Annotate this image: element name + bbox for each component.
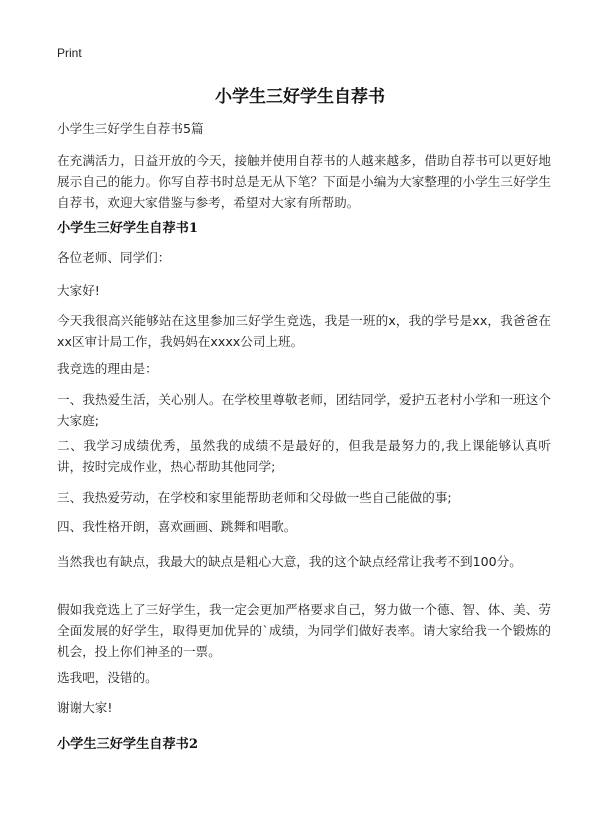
print-link[interactable]: Print xyxy=(57,46,82,60)
paragraph-reason-3: 三、我热爱劳动，在学校和家里能帮助老师和父母做一些自己能做的事; xyxy=(57,490,452,505)
paragraph-reason-4: 四、我性格开朗，喜欢画画、跳舞和唱歌。 xyxy=(57,519,297,534)
intro-paragraph: 在充满活力，日益开放的今天，接触并使用自荐书的人越来越多，借助自荐书可以更好地展示自己的能力。你写自荐书时总是无从下笔？下面是小编为大家整理的小学生三好学生自荐书，欢迎大家借鉴与参考，希望对大家有所帮助。 xyxy=(57,153,551,210)
paragraph-promise: 假如我竞选上了三好学生，我一定会更加严格要求自己，努力做一个德、智、体、美、劳全面发展的好学生，取得更加优异的`成绩，为同学们做好表率。请大家给我一个锻炼的机会，投上你们神圣的一票。 xyxy=(57,602,551,659)
paragraph-greeting: 各位老师、同学们： xyxy=(57,250,171,265)
paragraph-introduction: 今天我很高兴能够站在这里参加三好学生竞选，我是一班的x，我的学号是xx，我爸爸在xx区审计局工作，我妈妈在xxxx公司上班。 xyxy=(57,313,551,349)
paragraph-hello: 大家好! xyxy=(57,283,100,298)
paragraph-vote-for-me: 选我吧，没错的。 xyxy=(57,670,158,685)
paragraph-reason-1: 一、我热爱生活，关心别人。在学校里尊敬老师，团结同学，爱护五老村小学和一班这个大家庭; xyxy=(57,392,551,428)
paragraph-reason-2: 二、我学习成绩优秀，虽然我的成绩不是最好的，但我是最努力的,我上课能够认真听讲，按时完成作业，热心帮助其他同学; xyxy=(57,438,551,474)
document-title: 小学生三好学生自荐书 xyxy=(215,87,385,107)
document-subtitle: 小学生三好学生自荐书5篇 xyxy=(57,121,204,136)
paragraph-thanks: 谢谢大家! xyxy=(57,700,113,715)
paragraph-shortcoming: 当然我也有缺点，我最大的缺点是粗心大意，我的这个缺点经常让我考不到100分。 xyxy=(57,554,522,569)
section-heading-2: 小学生三好学生自荐书2 xyxy=(57,737,199,752)
section-heading-1: 小学生三好学生自荐书1 xyxy=(57,221,199,236)
paragraph-reasons-label: 我竞选的理由是： xyxy=(57,361,158,376)
